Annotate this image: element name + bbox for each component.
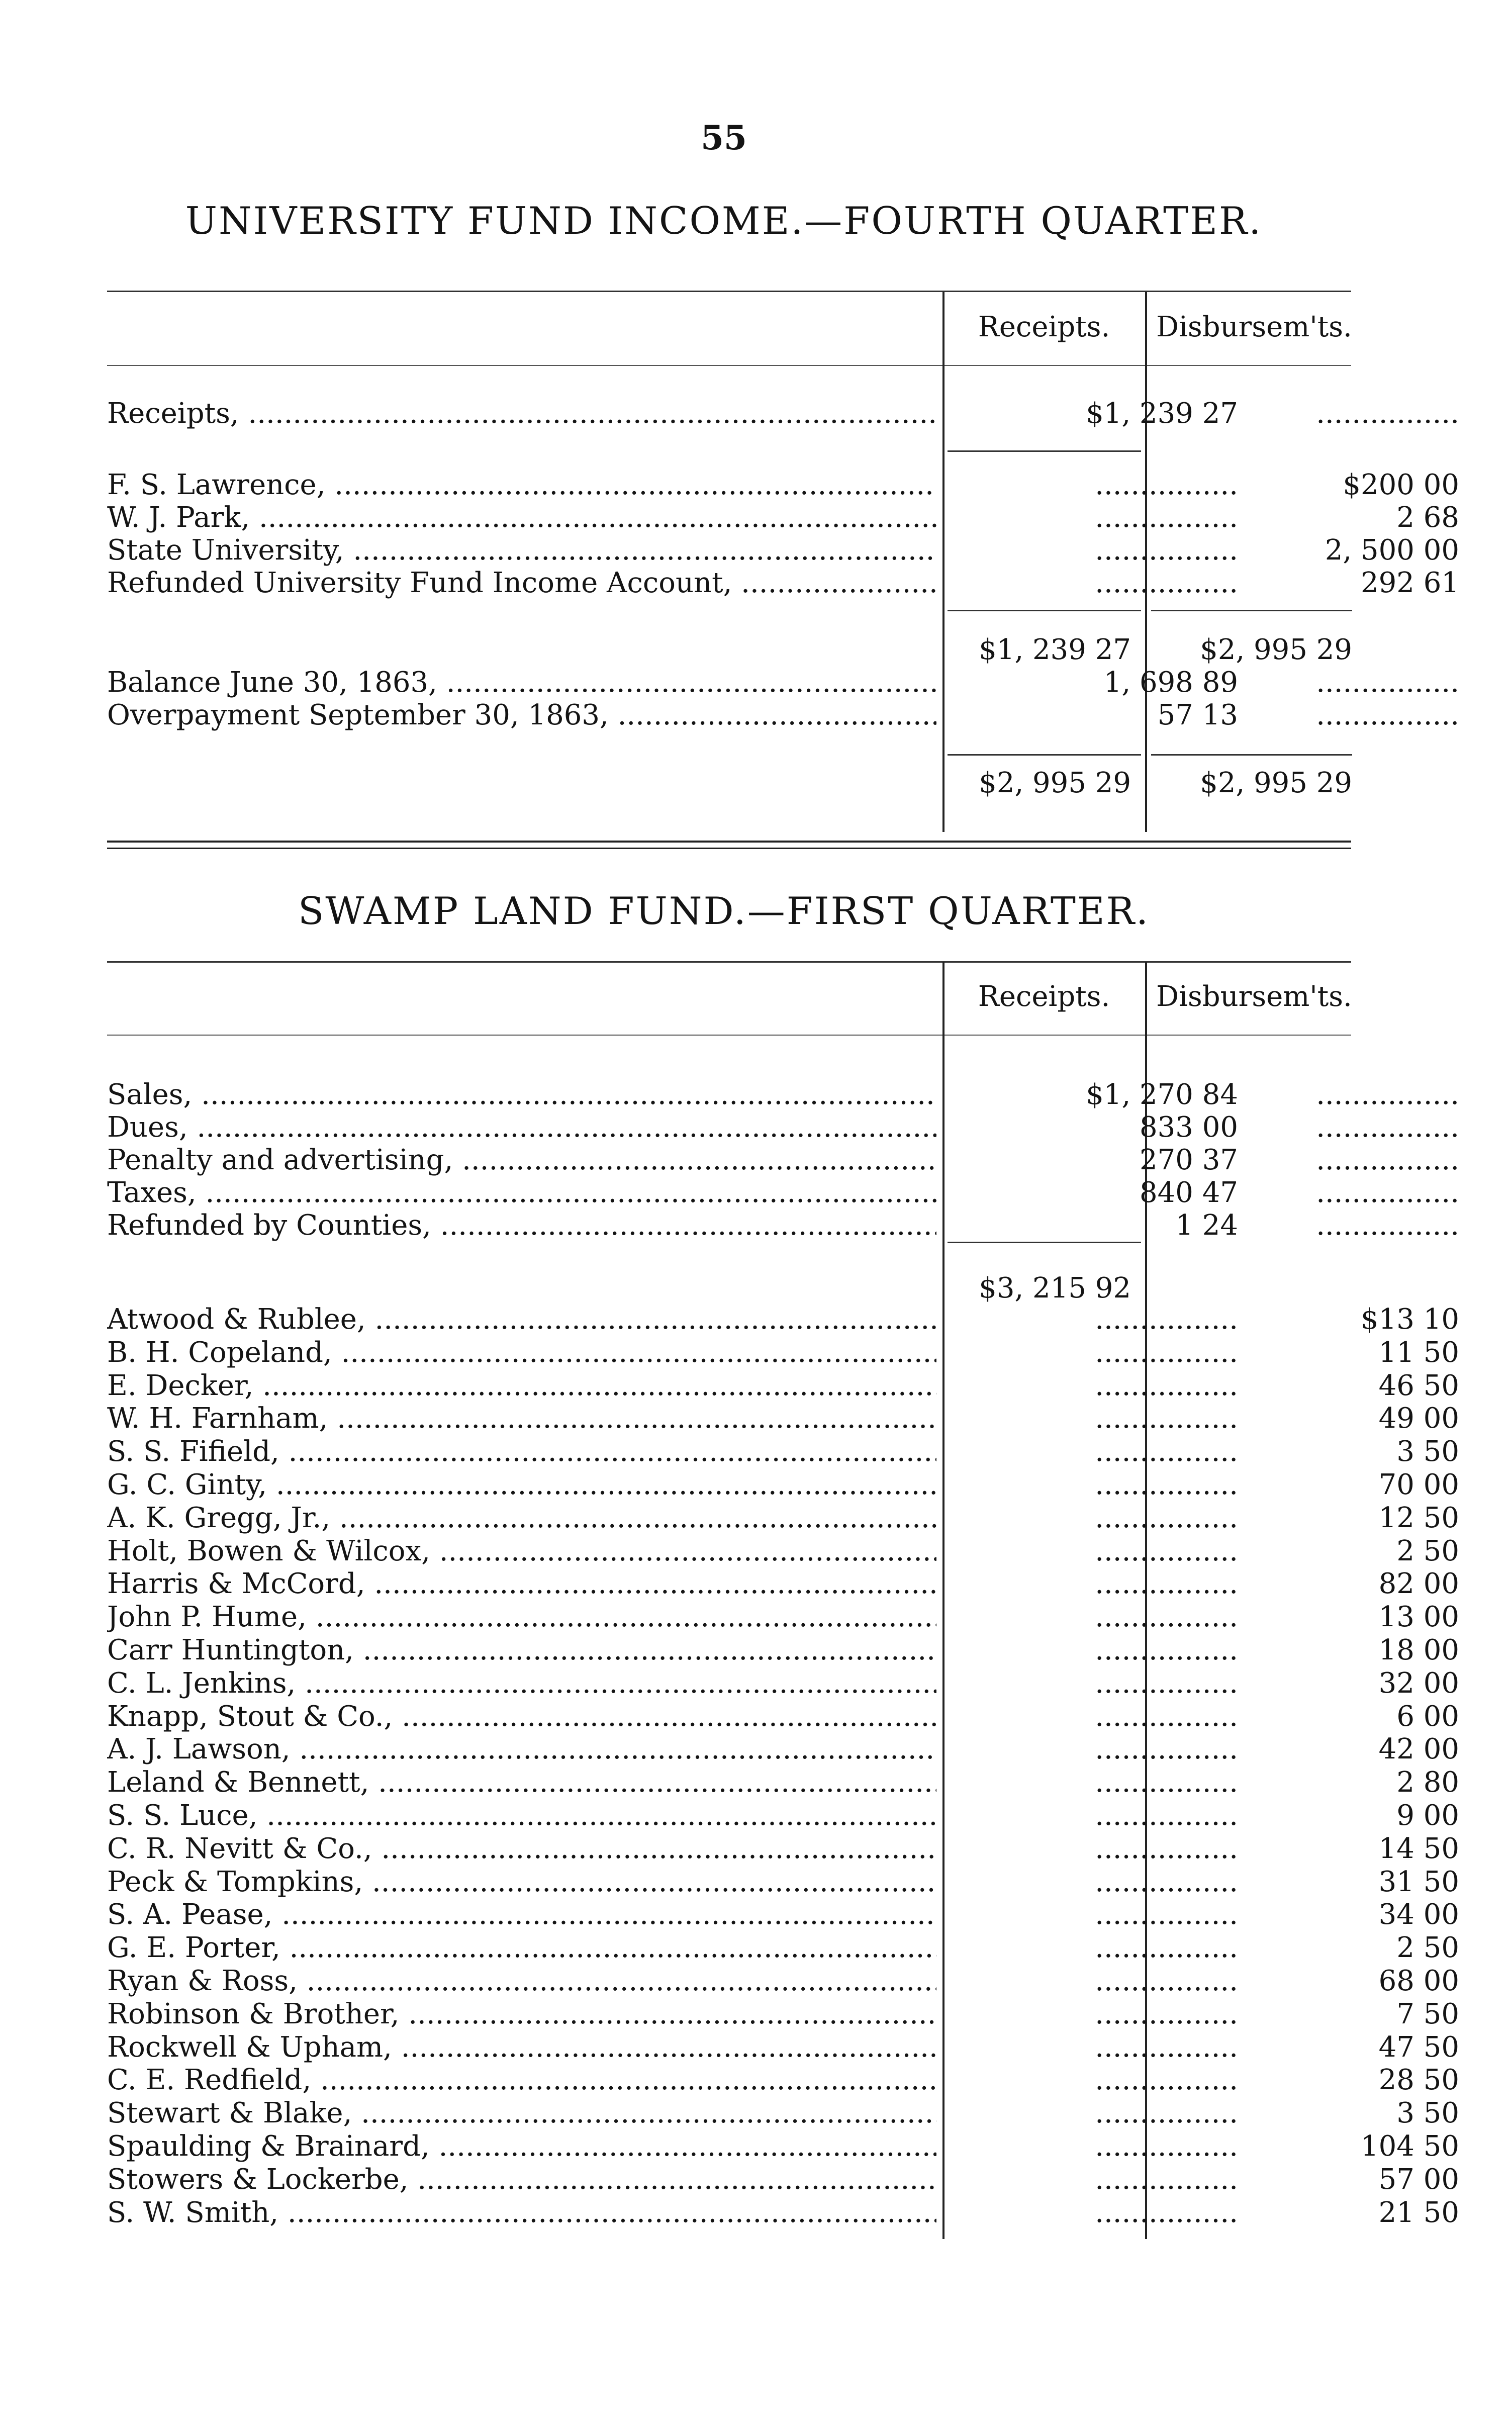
row-label: Rockwell & Upham, .....: [107, 2031, 936, 2064]
disbursement-value: 57 00: [1378, 2163, 1459, 2196]
receipts-value: ................: [1095, 1965, 1238, 1997]
table-row: [107, 1766, 1459, 1799]
disbursement-value: 18 00: [1378, 1634, 1459, 1666]
row-label: S. A. Pease, .....: [107, 1898, 936, 1931]
receipts-value: ................: [1095, 1733, 1238, 1766]
row-label: Stowers & Lockerbe, .....: [107, 2163, 936, 2196]
disbursement-value: 3 50: [1396, 2097, 1459, 2130]
table-row: [107, 2196, 1459, 2230]
table-top-rule: [107, 291, 1351, 292]
total-rule: [1151, 754, 1352, 756]
table-row: [107, 1931, 1459, 1965]
section-separator-rule: [107, 848, 1351, 849]
receipts-value: ................: [1095, 1567, 1238, 1601]
row-label: C. E. Redfield, .....: [107, 2064, 936, 2097]
disbursement-value: 49 00: [1378, 1402, 1459, 1435]
receipts-value: ................: [1095, 501, 1238, 534]
table-row: [107, 2163, 1459, 2196]
receipts-value: ................: [1095, 1700, 1238, 1733]
row-label: Knapp, Stout & Co., .....: [107, 1700, 936, 1733]
disbursement-value: 104 50: [1361, 2130, 1459, 2163]
receipts-value: $1, 270 84: [1086, 1078, 1238, 1111]
header-bottom-rule: [107, 1035, 1351, 1036]
receipts-value: ................: [1095, 1468, 1238, 1501]
table-row: [107, 1865, 1459, 1899]
receipts-value: ................: [1095, 1336, 1238, 1369]
disbursement-value: 46 50: [1378, 1369, 1459, 1402]
receipts-value: ................: [1095, 2130, 1238, 2163]
subtotal-rule: [948, 450, 1141, 452]
disbursement-value: ................: [1316, 397, 1459, 430]
disbursement-value: 13 00: [1378, 1601, 1459, 1634]
column-header-disbursements: Disbursem'ts.: [1156, 311, 1352, 343]
receipts-value: 270 37: [1140, 1144, 1238, 1176]
receipts-value: ................: [1095, 1865, 1238, 1898]
receipts-value: ................: [1095, 2196, 1238, 2229]
receipts-value: 840 47: [1140, 1176, 1238, 1209]
subtotal-receipts: $1, 239 27: [979, 633, 1131, 666]
disbursement-value: 47 50: [1378, 2030, 1459, 2064]
table-row: [107, 1700, 1459, 1733]
row-label: W. J. Park, .....: [107, 501, 936, 534]
total-disbursements: $2, 995 29: [1200, 767, 1352, 799]
total-rule: [948, 754, 1141, 756]
row-label: B. H. Copeland, .....: [107, 1336, 936, 1369]
disbursement-value: ................: [1316, 1111, 1459, 1144]
receipts-value: 833 00: [1140, 1111, 1238, 1144]
table-row: [107, 1832, 1459, 1866]
disbursement-value: 32 00: [1378, 1666, 1459, 1700]
row-label: S. S. Luce, .....: [107, 1799, 936, 1832]
receipts-value: 1, 698 89: [1103, 666, 1238, 699]
table-row: [107, 1369, 1459, 1403]
disbursement-value: 28 50: [1378, 2064, 1459, 2097]
disbursement-value: 34 00: [1378, 1898, 1459, 1931]
row-label: Taxes, .....: [107, 1176, 936, 1210]
disbursement-value: 2 80: [1396, 1766, 1459, 1799]
table-top-rule: [107, 961, 1351, 963]
table-row: [107, 1078, 1459, 1111]
disbursement-value: 12 50: [1378, 1501, 1459, 1534]
table-row: [107, 1209, 1459, 1242]
table-row: [107, 469, 1459, 502]
table-row: [107, 1666, 1459, 1700]
disbursement-value: 14 50: [1378, 1832, 1459, 1865]
receipts-value: ................: [1095, 1303, 1238, 1336]
disbursement-value: 292 61: [1361, 567, 1459, 599]
table-row: [107, 1733, 1459, 1766]
table-row: [107, 2030, 1459, 2064]
receipts-value: ................: [1095, 1832, 1238, 1865]
row-label: S. W. Smith, .....: [107, 2196, 936, 2230]
table-row: [107, 1111, 1459, 1144]
row-label: Refunded University Fund Income Account, .....: [107, 567, 936, 600]
receipts-value: ................: [1095, 1534, 1238, 1567]
receipts-value: ................: [1095, 1402, 1238, 1435]
disbursement-value: ................: [1316, 666, 1459, 699]
table-row: [107, 2064, 1459, 2097]
column-header-disbursements: Disbursem'ts.: [1156, 980, 1352, 1013]
receipts-value: $1, 239 27: [1086, 397, 1238, 430]
table-row: [107, 1468, 1459, 1502]
disbursement-value: 2 50: [1396, 1534, 1459, 1567]
receipts-value: ................: [1095, 1634, 1238, 1666]
section-separator-rule: [107, 841, 1351, 843]
receipts-value: ................: [1095, 1931, 1238, 1965]
table-row: [107, 1435, 1459, 1468]
row-label: Stewart & Blake, .....: [107, 2097, 936, 2130]
receipts-value: ................: [1095, 1898, 1238, 1931]
row-label: F. S. Lawrence, .....: [107, 469, 936, 502]
table-row: [107, 1336, 1459, 1369]
disbursement-value: 42 00: [1378, 1733, 1459, 1766]
receipts-value: ................: [1095, 1435, 1238, 1468]
table-row: [107, 1898, 1459, 1931]
disbursement-value: 21 50: [1378, 2196, 1459, 2229]
row-label: G. E. Porter, .....: [107, 1931, 936, 1965]
row-label: Ryan & Ross, .....: [107, 1965, 936, 1998]
section-title-university-fund: UNIVERSITY FUND INCOME.—FOURTH QUARTER.: [185, 199, 1263, 243]
receipts-value: ................: [1095, 1601, 1238, 1634]
table-row: [107, 397, 1459, 430]
row-label: C. R. Nevitt & Co., .....: [107, 1832, 936, 1866]
disbursement-value: ................: [1316, 1078, 1459, 1111]
table-row: [107, 1303, 1459, 1336]
table-row: [107, 1402, 1459, 1435]
table-row: [107, 534, 1459, 567]
disbursement-value: ................: [1316, 699, 1459, 731]
receipts-value: ................: [1095, 2163, 1238, 2196]
receipts-value: ................: [1095, 1666, 1238, 1700]
receipts-value: ................: [1095, 2097, 1238, 2130]
disbursement-value: 2 50: [1396, 1931, 1459, 1965]
table-row: [107, 1634, 1459, 1667]
column-header-receipts: Receipts.: [978, 980, 1110, 1013]
receipts-value: ................: [1095, 2030, 1238, 2064]
table-row: [107, 1601, 1459, 1634]
row-label: Sales, .....: [107, 1078, 936, 1111]
row-label: Refunded by Counties, .....: [107, 1209, 936, 1242]
disbursement-value: 2, 500 00: [1325, 534, 1459, 567]
table-row: [107, 1176, 1459, 1210]
row-label: Penalty and advertising, .....: [107, 1144, 936, 1177]
column-header-receipts: Receipts.: [978, 311, 1110, 343]
disbursement-value: 9 00: [1396, 1799, 1459, 1832]
disbursement-value: 11 50: [1378, 1336, 1459, 1369]
table-row: [107, 1144, 1459, 1177]
row-label: Spaulding & Brainard, .....: [107, 2130, 936, 2163]
header-bottom-rule: [107, 365, 1351, 366]
disbursement-value: $200 00: [1343, 469, 1459, 501]
disbursement-value: ................: [1316, 1144, 1459, 1176]
table-row: [107, 501, 1459, 534]
disbursement-value: 31 50: [1378, 1865, 1459, 1898]
row-label: E. Decker, .....: [107, 1369, 936, 1403]
table-row: [107, 666, 1459, 699]
receipts-value: ................: [1095, 1766, 1238, 1799]
disbursement-value: 2 68: [1396, 501, 1459, 534]
receipts-value: ................: [1095, 1501, 1238, 1534]
disbursement-value: $13 10: [1361, 1303, 1459, 1336]
receipts-value: ................: [1095, 534, 1238, 567]
row-label: Carr Huntington, .....: [107, 1634, 936, 1667]
disbursement-value: 6 00: [1396, 1700, 1459, 1733]
table-row: [107, 1799, 1459, 1832]
row-label: Harris & McCord, .....: [107, 1567, 936, 1601]
disbursement-value: ................: [1316, 1176, 1459, 1209]
section-title-swamp-land-fund: SWAMP LAND FUND.—FIRST QUARTER.: [298, 889, 1150, 933]
receipts-value: ................: [1095, 1369, 1238, 1402]
receipts-value: ................: [1095, 469, 1238, 501]
subtotal-rule: [948, 610, 1141, 611]
disbursement-value: 7 50: [1396, 1997, 1459, 2030]
table-row: [107, 1567, 1459, 1601]
subtotal-rule: [948, 1242, 1141, 1243]
table-row: [107, 1501, 1459, 1535]
receipts-value: ................: [1095, 2064, 1238, 2097]
receipts-value: 1 24: [1175, 1209, 1238, 1242]
disbursement-value: ................: [1316, 1209, 1459, 1242]
table-row: [107, 1997, 1459, 2031]
table-row: [107, 2097, 1459, 2130]
row-label: Atwood & Rublee, .....: [107, 1303, 936, 1336]
row-label: Holt, Bowen & Wilcox, .....: [107, 1535, 936, 1568]
receipts-value: ................: [1095, 1997, 1238, 2030]
row-label: G. C. Ginty, .....: [107, 1468, 936, 1502]
row-label: Leland & Bennett, .....: [107, 1766, 936, 1799]
total-receipts: $2, 995 29: [979, 767, 1131, 799]
table-row: [107, 567, 1459, 600]
disbursement-value: 3 50: [1396, 1435, 1459, 1468]
row-label: S. S. Fifield, .....: [107, 1435, 936, 1468]
table-row: [107, 1965, 1459, 1998]
row-label: State University, .....: [107, 534, 936, 567]
row-label: C. L. Jenkins, .....: [107, 1667, 936, 1700]
row-label: Peck & Tompkins, .....: [107, 1866, 936, 1899]
row-label: Dues, .....: [107, 1111, 936, 1144]
receipts-value: ................: [1095, 567, 1238, 599]
subtotal-disbursements: $2, 995 29: [1200, 633, 1352, 666]
page-number: 55: [701, 118, 747, 157]
row-label: Receipts, .....: [107, 397, 936, 430]
receipts-value: 57 13: [1157, 699, 1238, 731]
subtotal-rule: [1151, 610, 1352, 611]
table-row: [107, 2130, 1459, 2163]
row-label: Robinson & Brother, .....: [107, 1998, 936, 2031]
table-row: [107, 699, 1459, 732]
row-label: W. H. Farnham, .....: [107, 1402, 936, 1435]
row-label: John P. Hume, .....: [107, 1601, 936, 1634]
row-label: Balance June 30, 1863, .....: [107, 666, 936, 699]
row-label: Overpayment September 30, 1863, .....: [107, 699, 936, 732]
disbursement-value: 82 00: [1378, 1567, 1459, 1601]
disbursement-value: 68 00: [1378, 1965, 1459, 1997]
disbursement-value: 70 00: [1378, 1468, 1459, 1501]
table-row: [107, 1534, 1459, 1568]
subtotal-receipts: $3, 215 92: [979, 1272, 1131, 1305]
row-label: A. J. Lawson, .....: [107, 1733, 936, 1766]
row-label: A. K. Gregg, Jr., .....: [107, 1502, 936, 1535]
receipts-value: ................: [1095, 1799, 1238, 1832]
